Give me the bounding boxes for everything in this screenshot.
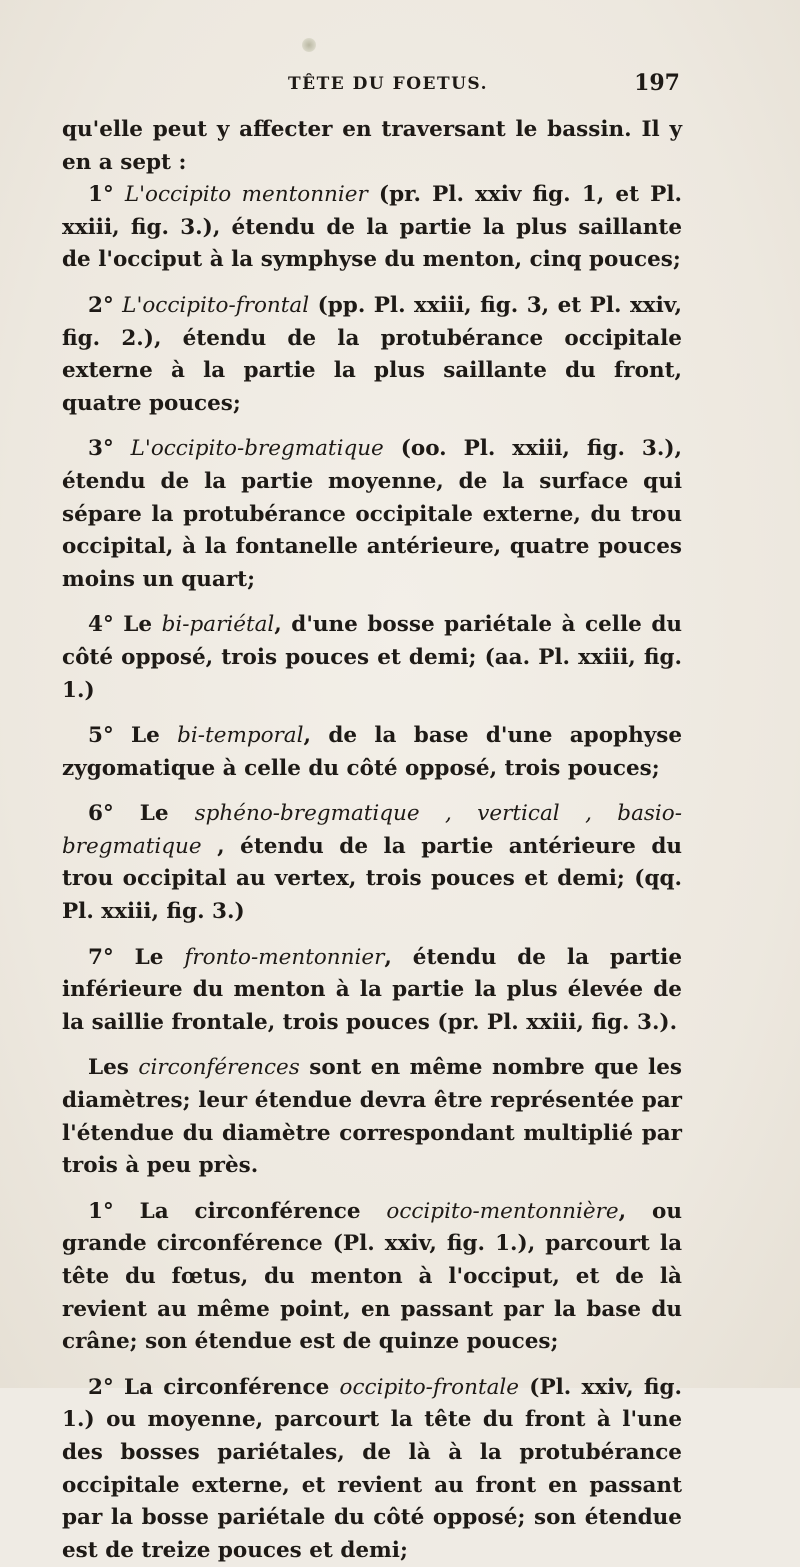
paragraph-text: étendu de la partie moyenne, de la surface qui sépare la protubérance occipitale externe, du trou occipital, à la fontanelle antérieure, quatre pouces moins un quart; [62, 468, 682, 592]
paragraph-prefix: 5° Le [88, 723, 178, 749]
paper-stain [302, 38, 316, 52]
paragraph-diameter-4 [62, 609, 682, 707]
paragraph-diameter-3 [62, 433, 682, 596]
paragraph-continuation [62, 114, 682, 179]
paragraph-prefix: 6° Le [88, 801, 195, 827]
page-body [62, 114, 682, 1567]
paragraph-prefix: 2° La circonférence [88, 1374, 340, 1400]
paragraph-text: , ou grande circonférence (Pl. xxiv, fig. 1.), parcourt la tête du fœtus, du menton à l'occiput, et de là revient au même point, en passant par la base du crâne; son étendue est de quinze pouces; [62, 1198, 682, 1355]
paragraph-diameter-1 [62, 179, 682, 277]
paragraph-term: occipito-mentonnière [386, 1198, 619, 1224]
paragraph-ref: (oo. Pl. xxiii, fig. 3.), [383, 436, 682, 462]
paragraph-term: circonférences [138, 1055, 300, 1081]
page-number: 197 [634, 70, 680, 96]
paragraph-prefix: 4° Le [88, 612, 162, 638]
paragraph-prefix: 1° La circonférence [88, 1198, 387, 1224]
paragraph-term: L'occipito mentonnier [124, 182, 368, 208]
paragraph-term: occipito-frontale [339, 1374, 520, 1400]
paragraph-text: , d'une bosse pariétale à celle du côté opposé, trois pouces et demi; (aa. Pl. xxiii, fig. 1.) [62, 612, 682, 703]
running-head: TÊTE DU FOETUS. [288, 74, 489, 94]
paragraph-diameter-7 [62, 942, 682, 1040]
paragraph-prefix: 7° Le [88, 944, 185, 970]
paragraph-ref: (pr. Pl. xxiv fig. 1, et Pl. xxiii, fig. 3.), [62, 182, 682, 240]
paragraph-prefix: Les [88, 1055, 139, 1081]
paragraph-ref: (pp. Pl. xxiii, fig. 3, et Pl. xxiv, fig. 2.), [62, 292, 682, 351]
paragraph-prefix: 1° [88, 182, 125, 208]
paragraph-prefix: 2° [88, 292, 123, 318]
paragraph-text: , étendu de la partie inférieure du menton à la partie la plus élevée de la saillie frontale, trois pouces (pr. Pl. xxiii, fig. 3.). [62, 944, 682, 1035]
paragraph-text: , étendu de la partie antérieure du trou occipital au vertex, trois pouces et demi; (qq. Pl. xxiii, fig. 3.) [62, 833, 682, 925]
paragraph-circumference-2 [62, 1372, 682, 1567]
paragraph-term: fronto-mentonnier [184, 944, 385, 970]
paragraph-text: sont en même nombre que les diamètres; leur étendue devra être représentée par l'étendue du diamètre correspondant multiplié par trois à peu près. [62, 1055, 682, 1179]
paragraph-term: L'occipito-frontal [122, 292, 310, 318]
paragraph-diameter-6 [62, 798, 682, 928]
paragraph-text: , de la base d'une apophyse zygomatique à celle du côté opposé, trois pouces; [62, 723, 682, 781]
paragraph-text: (Pl. xxiv, fig. 1.) ou moyenne, parcourt la tête du front à l'une des bosses pariétales, de là à la protubérance occipitale externe, et revient au front en passant par la bosse pariétale du côté opposé; son étendue est de treize pouces et demi; [62, 1374, 682, 1563]
paragraph-term: L'occipito-bregmatique [130, 436, 384, 462]
paragraph-text: étendu de la protubérance occipitale externe à la partie la plus saillante du front, quatre pouces; [62, 325, 682, 416]
paragraph-text: qu'elle peut y affecter en traversant le bassin. Il y en a sept : [62, 117, 682, 175]
paragraph-diameter-5 [62, 720, 682, 785]
paragraph-term: bi-pariétal [161, 612, 275, 638]
paragraph-diameter-2 [62, 290, 682, 420]
paragraph-prefix: 3° [88, 436, 131, 462]
paragraph-term: sphéno-bregmatique , vertical , basio-bregmatique [62, 801, 683, 859]
paragraph-term: bi-temporal [177, 723, 304, 749]
paragraph-circumferences [62, 1052, 682, 1182]
paragraph-text: étendu de la partie la plus saillante de l'occiput à la symphyse du menton, cinq pouces; [62, 214, 682, 273]
page-header [60, 70, 680, 102]
paragraph-circumference-1 [62, 1196, 682, 1359]
